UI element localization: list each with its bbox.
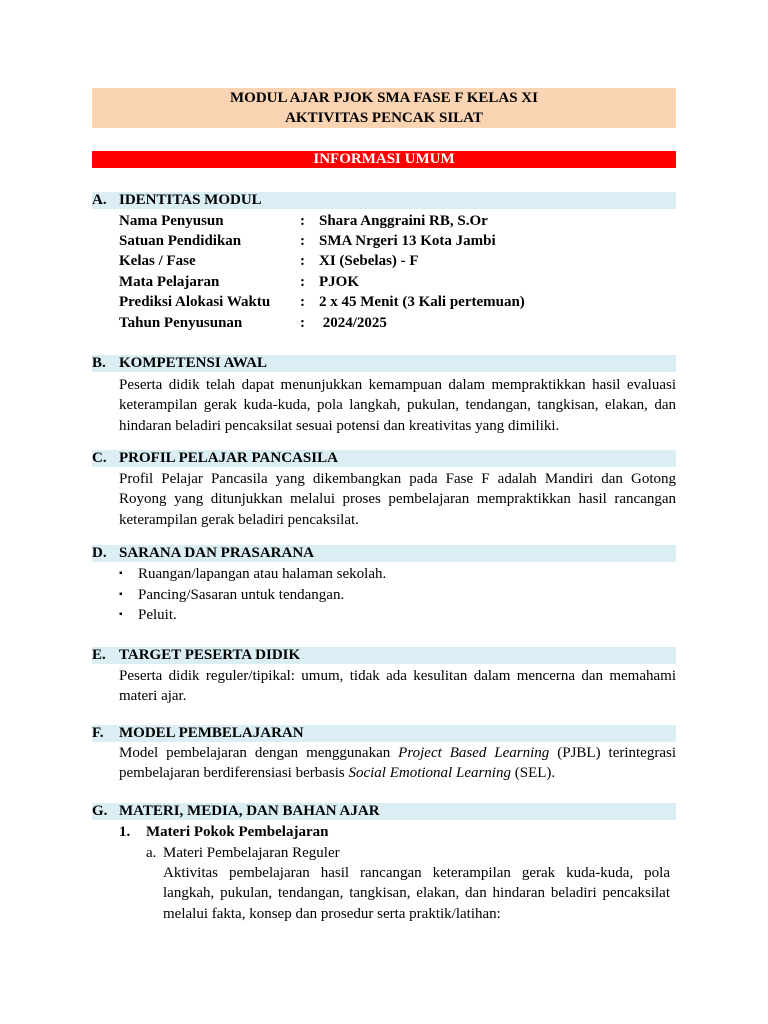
subsection-letter: a.: [146, 845, 157, 861]
paragraph-line: [119, 763, 676, 783]
identity-value: XI (Sebelas) - F: [319, 253, 419, 269]
section-b-header: [92, 355, 676, 372]
identity-row: [119, 211, 679, 231]
section-g-letter: G.: [92, 803, 108, 819]
subsection-number: 1.: [119, 824, 131, 840]
list-item-text: Pancing/Sasaran untuk tendangan.: [138, 587, 345, 603]
section-a-letter: A.: [92, 192, 107, 208]
identity-row: [119, 231, 679, 251]
identity-colon: :: [300, 274, 305, 290]
identity-label: Tahun Penyusunan: [119, 315, 243, 331]
info-umum-header: INFORMASI UMUM: [92, 151, 676, 168]
section-e-title: TARGET PESERTA DIDIK: [119, 647, 301, 663]
paragraph-line: materi ajar.: [119, 688, 187, 705]
profil-pelajar-text: [119, 469, 676, 530]
section-f-header: [92, 725, 676, 742]
section-a-title: IDENTITAS MODUL: [119, 192, 262, 208]
identity-label: Prediksi Alokasi Waktu: [119, 294, 271, 310]
identity-row: [119, 313, 679, 333]
section-c-title: PROFIL PELAJAR PANCASILA: [119, 450, 338, 466]
bullet-icon: ▪: [119, 568, 123, 579]
section-e-header: [92, 647, 676, 664]
paragraph-line: Peserta didik reguler/tipikal: umum, tidak ada kesulitan dalam mencerna dan memahami: [119, 668, 676, 684]
identity-colon: :: [300, 315, 305, 331]
paragraph-line: Peserta didik telah dapat menunjukkan kemampuan dalam mempraktikkan hasil evaluasi: [119, 377, 676, 393]
module-title-line-2: AKTIVITAS PENCAK SILAT: [285, 110, 483, 126]
paragraph-line: Royong yang ditunjukkan melalui proses pembelajaran mempraktikkan hasil rancangan: [119, 491, 676, 508]
paragraph-line: keterampilan gerak kuda-kuda, pola langkah, pukulan, tendangan, tangkisan, elakan, dan: [119, 397, 676, 414]
text-run: Model pembelajaran dengan menggunakan: [119, 745, 399, 761]
identity-label: Kelas / Fase: [119, 253, 196, 269]
identity-value: SMA Nrgeri 13 Kota Jambi: [319, 233, 496, 249]
identity-row: [119, 292, 679, 312]
emphasis-text: Social Emotional Learning: [348, 765, 511, 782]
identity-colon: :: [300, 213, 305, 229]
identity-row: [119, 251, 679, 271]
identity-label: Mata Pelajaran: [119, 274, 220, 290]
paragraph-line: Aktivitas pembelajaran hasil rancangan keterampilan gerak kuda-kuda, pola: [163, 865, 670, 881]
text-run: (PJBL) terintegrasi: [549, 745, 676, 761]
identity-row: [119, 272, 679, 292]
section-g-title: MATERI, MEDIA, DAN BAHAN AJAR: [119, 803, 380, 819]
identity-value: Shara Anggraini RB, S.Or: [319, 213, 488, 229]
paragraph-line: keterampilan gerak beladiri pencaksilat.: [119, 511, 359, 528]
section-g-header: [92, 803, 676, 820]
section-a-header: [92, 192, 676, 209]
section-c-letter: C.: [92, 450, 107, 466]
section-e-letter: E.: [92, 647, 106, 663]
paragraph-line: Profil Pelajar Pancasila yang dikembangkan pada Fase F adalah Mandiri dan Gotong: [119, 471, 676, 487]
module-title-line-1: MODUL AJAR PJOK SMA FASE F KELAS XI: [230, 90, 538, 106]
section-f-title: MODEL PEMBELAJARAN: [119, 725, 304, 741]
identity-label: Nama Penyusun: [119, 213, 224, 229]
paragraph-line: langkah, pukulan, tendangan, tangkisan, elakan, dan hindaran beladiri pencaksilat: [163, 885, 670, 902]
identity-value: 2024/2025: [319, 315, 387, 331]
emphasis-text: Project Based Learning: [398, 745, 550, 761]
list-item-text: Peluit.: [138, 607, 177, 623]
module-title-box: [92, 88, 676, 128]
identity-value: 2 x 45 Menit (3 Kali pertemuan): [319, 294, 525, 310]
list-item-text: Ruangan/lapangan atau halaman sekolah.: [138, 566, 387, 582]
section-c-header: [92, 450, 676, 467]
text-run: pembelajaran berdiferensiasi berbasis: [119, 765, 349, 782]
subsection-title: Materi Pembelajaran Reguler: [163, 845, 340, 861]
identity-colon: :: [300, 253, 305, 269]
identity-value: PJOK: [319, 274, 359, 290]
section-f-letter: F.: [92, 725, 104, 741]
identity-colon: :: [300, 233, 305, 249]
section-d-header: [92, 545, 676, 562]
target-peserta-text: [119, 666, 676, 707]
paragraph-line: [119, 743, 676, 763]
kompetensi-awal-text: [119, 375, 676, 436]
paragraph-line: hindaran beladiri pencaksilat sesuai potensi dan kreativitas yang dimiliki.: [119, 417, 560, 434]
section-d-letter: D.: [92, 545, 107, 561]
materi-reguler-text: [163, 863, 670, 924]
model-pembelajaran-text: [119, 743, 676, 784]
identity-label: Satuan Pendidikan: [119, 233, 242, 249]
bullet-icon: ▪: [119, 609, 123, 620]
paragraph-line: melalui fakta, konsep dan prosedur serta praktik/latihan:: [163, 905, 501, 922]
section-b-letter: B.: [92, 355, 106, 371]
text-run: (SEL).: [510, 765, 556, 782]
subsection-title: Materi Pokok Pembelajaran: [146, 824, 329, 840]
section-d-title: SARANA DAN PRASARANA: [119, 545, 315, 561]
section-b-title: KOMPETENSI AWAL: [119, 355, 267, 371]
identity-colon: :: [300, 294, 305, 310]
bullet-icon: ▪: [119, 589, 123, 600]
